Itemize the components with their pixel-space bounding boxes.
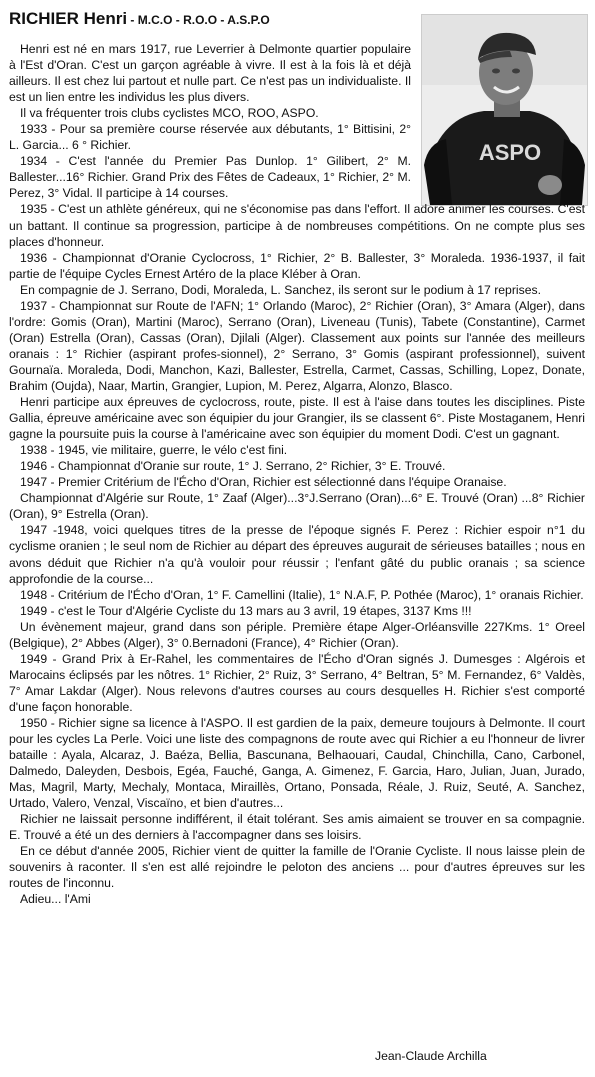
title-name: RICHIER Henri bbox=[9, 9, 128, 28]
article-title bbox=[9, 9, 270, 29]
title-clubs: - M.C.O - R.O.O - A.S.P.O bbox=[127, 13, 270, 27]
paragraph: 1950 - Richier signe sa licence à l'ASPO. Il est gardien de la paix, demeure toujours à Delmonte. Il court pour les cycles La Perle. Voici une liste des compagnons de route avec qui Richier a eu l'honneur de livrer bataille : Ayala, Alcaraz, J. Baéza, Bellia, Bascunana, Belhaouari, Caudal, Chinchilla, Cano, Carbonel, Dalmedo, Daleyden, Desbois, Egéa, Fauché, Ganga, A. Gimenez, F. Garcia, Haro, Julian, Juan, Jurado, Mas, Magril, Marty, Mechaly, Montaca, Miraillès, Ortano, Ponsada, Réale, J. Ruiz, Seuté, A. Sanchez, Urtado, Valero, Venzal, Viscaïno, et bien d'autres... bbox=[9, 715, 585, 811]
paragraph: Championnat d'Algérie sur Route, 1° Zaaf (Alger)...3°J.Serrano (Oran)...6° E. Trouvé (Oran) ...8° Richier (Oran), 9° Estrella (Oran). bbox=[9, 491, 585, 522]
paragraph: En compagnie de J. Serrano, Dodi, Moraleda, L. Sanchez, ils seront sur le podium à 17 reprises. bbox=[20, 282, 541, 297]
paragraph: 1949 - Grand Prix à Er-Rahel, les commentaires de l'Écho d'Oran signés J. Dumesges : Algérois et Marocains éclipsés par les nôtres. 1° Richier, 2° Ruiz, 3° Serrano, 4° Beltran, 5° M. Fernandez, 6° Valdès, 7° Amar Lakdar (Alger). Nous relevons d'autres courses au cours desquelles H. Richier s'est comporté d'une façon honorable. bbox=[9, 651, 585, 714]
jersey-text: ASPO bbox=[478, 140, 542, 165]
paragraph: Henri participe aux épreuves de cyclocross, route, piste. Il est à l'aise dans toutes les disciplines. Piste Gallia, épreuve américaine avec son équipier du jour Grangier, ils se classent 6°. Piste Mostaganem, Henri gagne la poursuite puis la course à l'américaine avec son équipier du moment Dodi. C'est un gagnant. bbox=[9, 395, 585, 442]
article-body bbox=[9, 41, 585, 908]
paragraph: 1938 - 1945, vie militaire, guerre, le vélo c'est fini. bbox=[20, 443, 288, 458]
paragraph: 1947 -1948, voici quelques titres de la presse de l'époque signés F. Perez : Richier espoir n°1 du cyclisme oranien ; le seul nom de Richier au départ des épreuves augurait de sérieuses batailles ; nous en avons déduit que Richier n'a qu'à vouloir pour réussir ; l'enfant gâté du public oranais ; sa science approfondie de la course... bbox=[9, 523, 585, 586]
paragraph: 1934 - C'est l'année du Premier Pas Dunlop. 1° Gilibert, 2° M. Ballester...16° Richier. Grand Prix des Fêtes de Cadeaux, 1° Richier, 2° M. Perez, 3° Vidal. Il participe à 14 courses. bbox=[9, 154, 411, 201]
paragraph: Adieu... l'Ami bbox=[20, 892, 91, 907]
paragraph: Henri est né en mars 1917, rue Leverrier à Delmonte quartier populaire à l'Est d'Oran. C'est un garçon agréable à vivre. Il est à la fois là et déjà ailleurs. Il est chez lui partout et nulle part. Ce n'est pas un individualiste. Il est un lien entre les individus les plus divers. bbox=[9, 42, 411, 105]
paragraph: 1935 - C'est un athlète généreux, qui ne s'économise pas dans l'effort. Il adore animer les courses. C'est un battant. Il continue sa progression, participe à de nombreuses compétitions. On ne compte plus ses places d'honneur. bbox=[9, 202, 585, 249]
paragraph: 1949 - c'est le Tour d'Algérie Cycliste du 13 mars au 3 avril, 19 étapes, 3137 Kms !!! bbox=[20, 603, 472, 618]
cyclist-portrait-image bbox=[422, 15, 587, 205]
paragraph: En ce début d'année 2005, Richier vient de quitter la famille de l'Oranie Cycliste. Il nous laisse plein de souvenirs à raconter. Il s'en est allé rejoindre le peloton des anciens ... pour d'autres épreuves sur les routes de l'inconnu. bbox=[9, 844, 585, 891]
paragraph: 1937 - Championnat sur Route de l'AFN; 1° Orlando (Maroc), 2° Richier (Oran), 3° Amara (Alger), dans l'ordre: Gomis (Oran), Martini (Maroc), Serrano (Oran), Liveneau (Tunis), Tabete (Constantine), Carmet (Oran) Estrella (Oran), Cassas (Oran), Djilali (Alger). Classement aux points sur l'année des meilleurs oranais : 1° Richier (aspirant profes-sionnel), 2° Serrano, 3° Gomis (aspirant professionnel), suivent Gournaïa. Moraleda, Dodi, Manchon, Kazi, Ballester, Estrella, Carmet, Cassas, Schilling, Lopez, Donate, Brahim (Oujda), Naar, Martin, Grangier, Lupion, M. Perez, Algarra, Alonzo, Blasco. bbox=[9, 298, 585, 393]
paragraph: Un évènement majeur, grand dans son périple. Première étape Alger-Orléansville 227Kms. 1° Oreel (Belgique), 2° Abbes (Alger), 3° 0.Bernadoni (France), 4° Richier (Oran). bbox=[9, 619, 585, 650]
signature: Jean-Claude Archilla bbox=[375, 1049, 487, 1063]
paragraph: 1948 - Critérium de l'Écho d'Oran, 1° F. Camellini (Italie), 1° N.A.F, P. Pothée (Maroc), 1° oranais Richier. bbox=[20, 587, 584, 602]
paragraph: 1946 - Championnat d'Oranie sur route, 1° J. Serrano, 2° Richier, 3° E. Trouvé. bbox=[20, 459, 446, 474]
paragraph: 1933 - Pour sa première course réservée aux débutants, 1° Bittisini, 2° L. Garcia... 6 ° Richier. bbox=[9, 122, 411, 153]
cyclist-photo bbox=[421, 14, 588, 206]
paragraph: Il va fréquenter trois clubs cyclistes MCO, ROO, ASPO. bbox=[20, 106, 319, 121]
paragraph: Richier ne laissait personne indifférent, il était tolérant. Ses amis aimaient se trouver en sa compagnie. E. Trouvé a été un des derniers à l'accompagner dans ses loisirs. bbox=[9, 812, 585, 843]
paragraph: 1947 - Premier Critérium de l'Écho d'Oran, Richier est sélectionné dans l'équipe Oranaise. bbox=[20, 475, 507, 490]
paragraph: 1936 - Championnat d'Oranie Cyclocross, 1° Richier, 2° B. Ballester, 3° Moraleda. 1936-1937, il fait partie de l'équipe Cycles Ernest Artéro de la place Kléber à Oran. bbox=[9, 250, 585, 281]
